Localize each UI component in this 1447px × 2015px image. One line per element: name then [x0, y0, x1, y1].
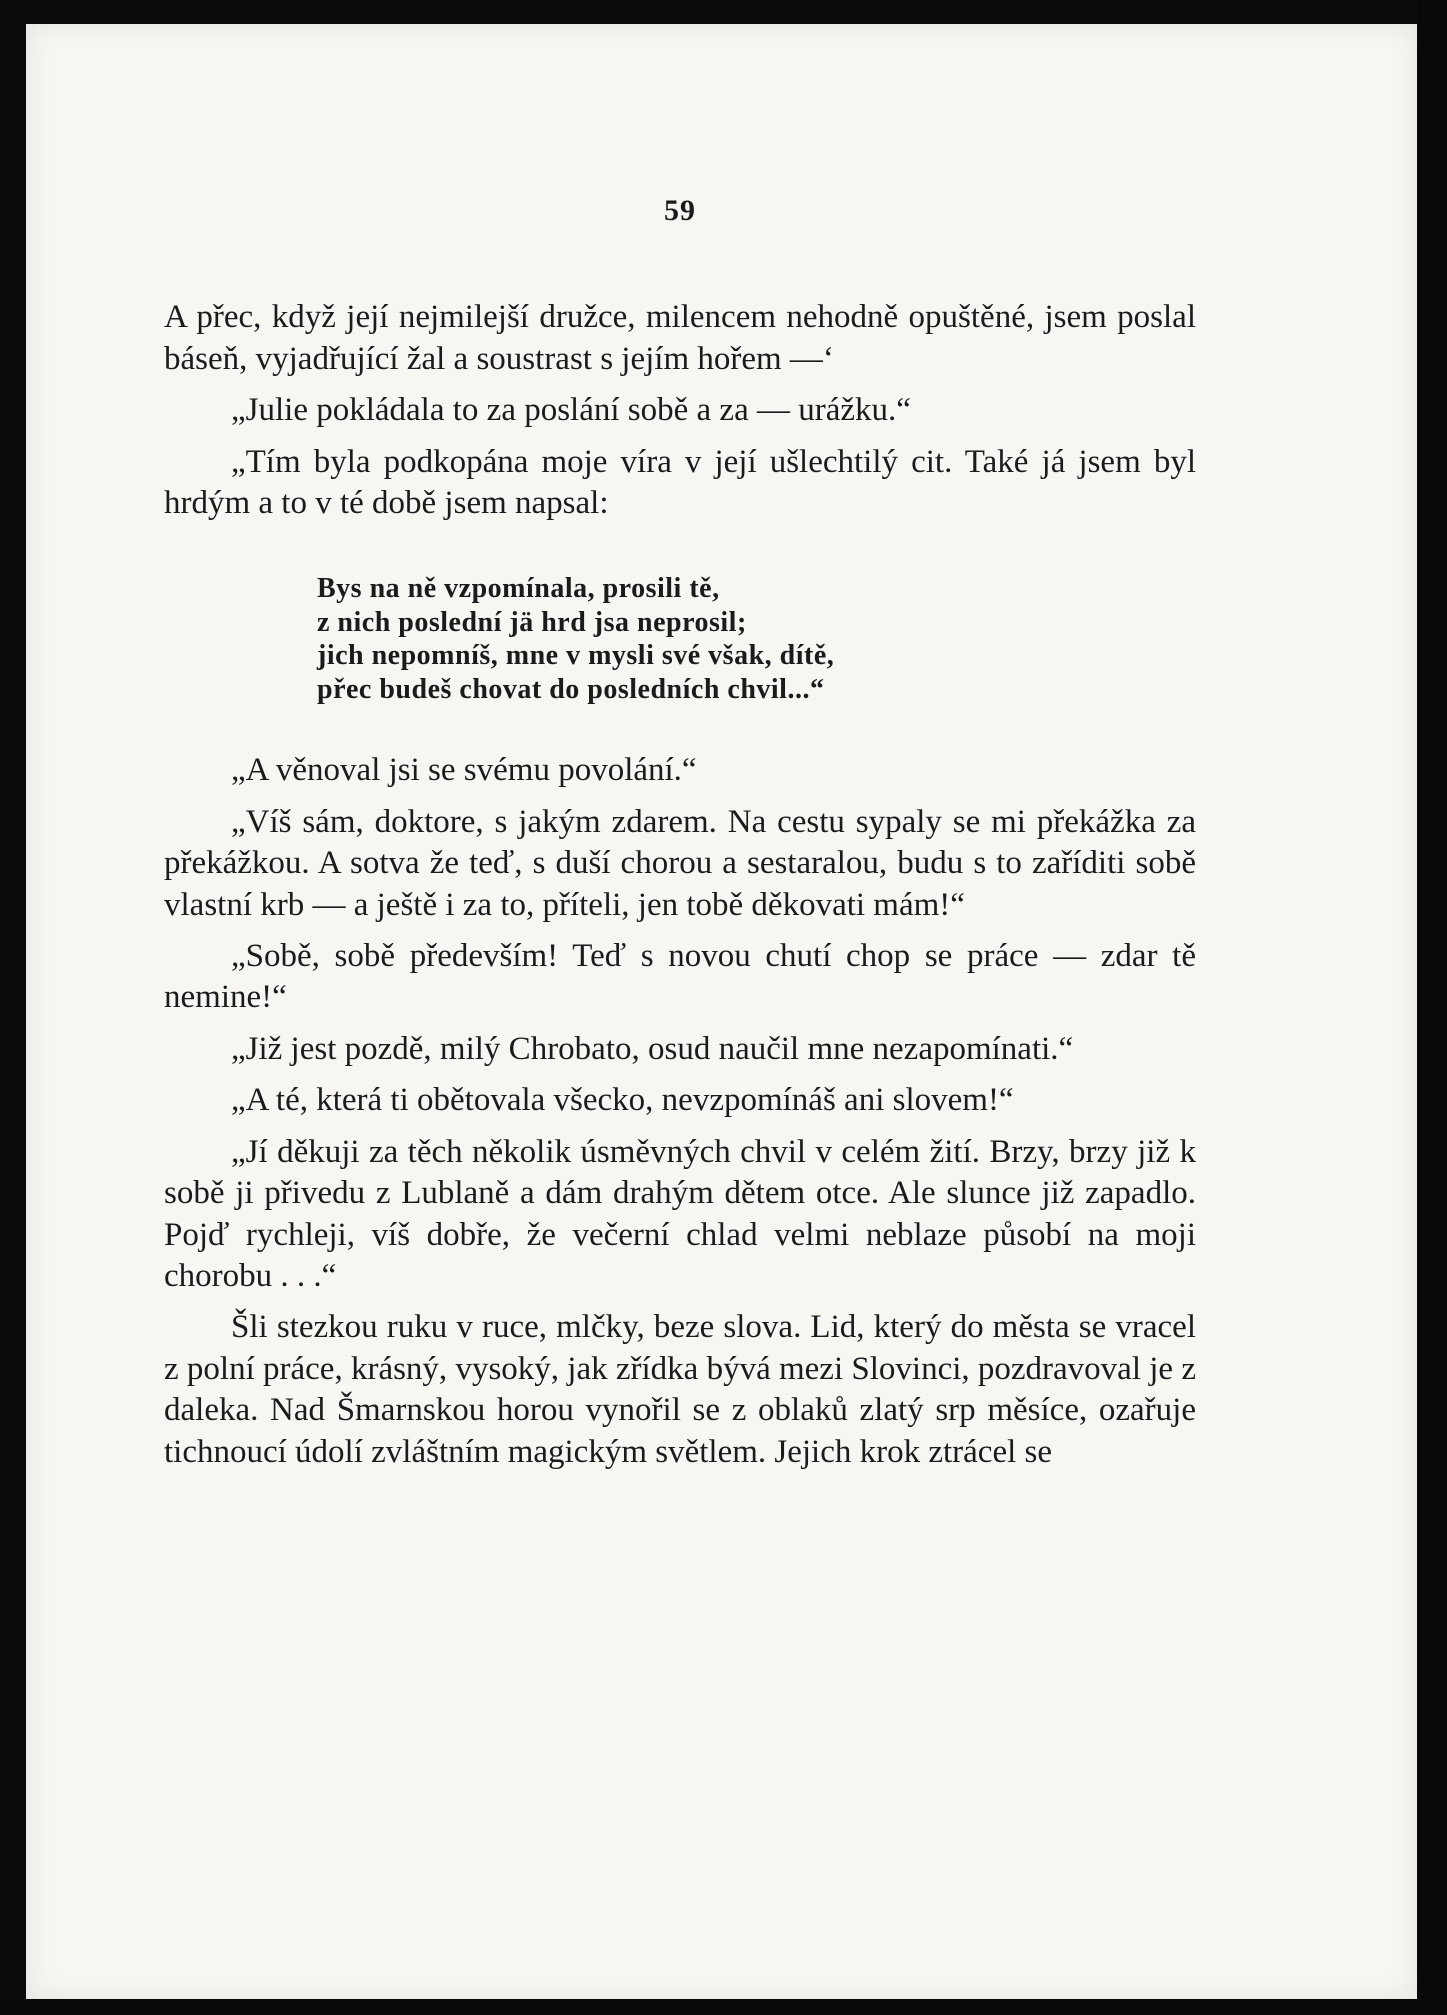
- scan-border-bottom: [0, 1999, 1447, 2015]
- page-number: 59: [664, 194, 696, 227]
- paragraph: „A věnoval jsi se svému povolání.“: [231, 752, 697, 789]
- paragraph: „Již jest pozdě, milý Chrobato, osud naučil mne nezapomínati.“: [231, 1030, 1074, 1067]
- paragraph: A přec, když její nejmilejší družce, milencem nehodně opuštěné, jsem poslal báseň, vyjadřující žal a soustrast s jejím hořem —‘: [164, 299, 1196, 377]
- paragraph: Šli stezkou ruku v ruce, mlčky, beze slova. Lid, který do města se vracel z polní práce, krásný, vysoký, jak zřídka bývá mezi Slovinci, pozdravoval je z daleka. Nad Šmarnskou horou vynořil se z oblaků zlatý srp měsíce, ozařuje tichnoucí údolí zvláštním magickým světlem. Jejich krok ztrácel se: [164, 1309, 1196, 1470]
- verse-line: Bys na ně vzpomínala, prosili tě,: [317, 573, 720, 605]
- paragraph: „Julie pokládala to za poslání sobě a za — urážku.“: [231, 392, 911, 429]
- paragraph: „Tím byla podkopána moje víra v její ušlechtilý cit. Také já jsem byl hrdým a to v té době jsem napsal:: [164, 443, 1196, 522]
- verse-block: [317, 572, 1196, 706]
- verse-line: jich nepomníš, mne v mysli své však, dítě,: [317, 640, 835, 672]
- page-content: [164, 190, 1196, 1483]
- verse-line: přec budeš chovat do posledních chvil...“: [317, 673, 825, 705]
- paragraph: „A té, která ti obětovala všecko, nevzpomínáš ani slovem!“: [231, 1082, 1014, 1119]
- scan-border-right: [1417, 0, 1447, 2015]
- paragraph: „Sobě, sobě především! Teď s novou chutí chop se práce — zdar tě nemine!“: [164, 938, 1196, 1016]
- paragraph: „Víš sám, doktore, s jakým zdarem. Na cestu sypaly se mi překážka za překážkou. A sotva že teď, s duší chorou a sestaralou, budu s to zaříditi sobě vlastní krb — a ještě i za to, příteli, jen tobě děkovati mám!“: [164, 803, 1196, 923]
- paragraph: „Jí děkuji za těch několik úsměvných chvil v celém žití. Brzy, brzy již k sobě ji přivedu z Lublaně a dám drahým dětem otce. Ale slunce již zapadlo. Pojď rychleji, víš dobře, že večerní chlad velmi neblaze působí na moji chorobu . . .“: [164, 1133, 1196, 1294]
- verse-line: z nich poslední jä hrd jsa neprosil;: [317, 606, 747, 638]
